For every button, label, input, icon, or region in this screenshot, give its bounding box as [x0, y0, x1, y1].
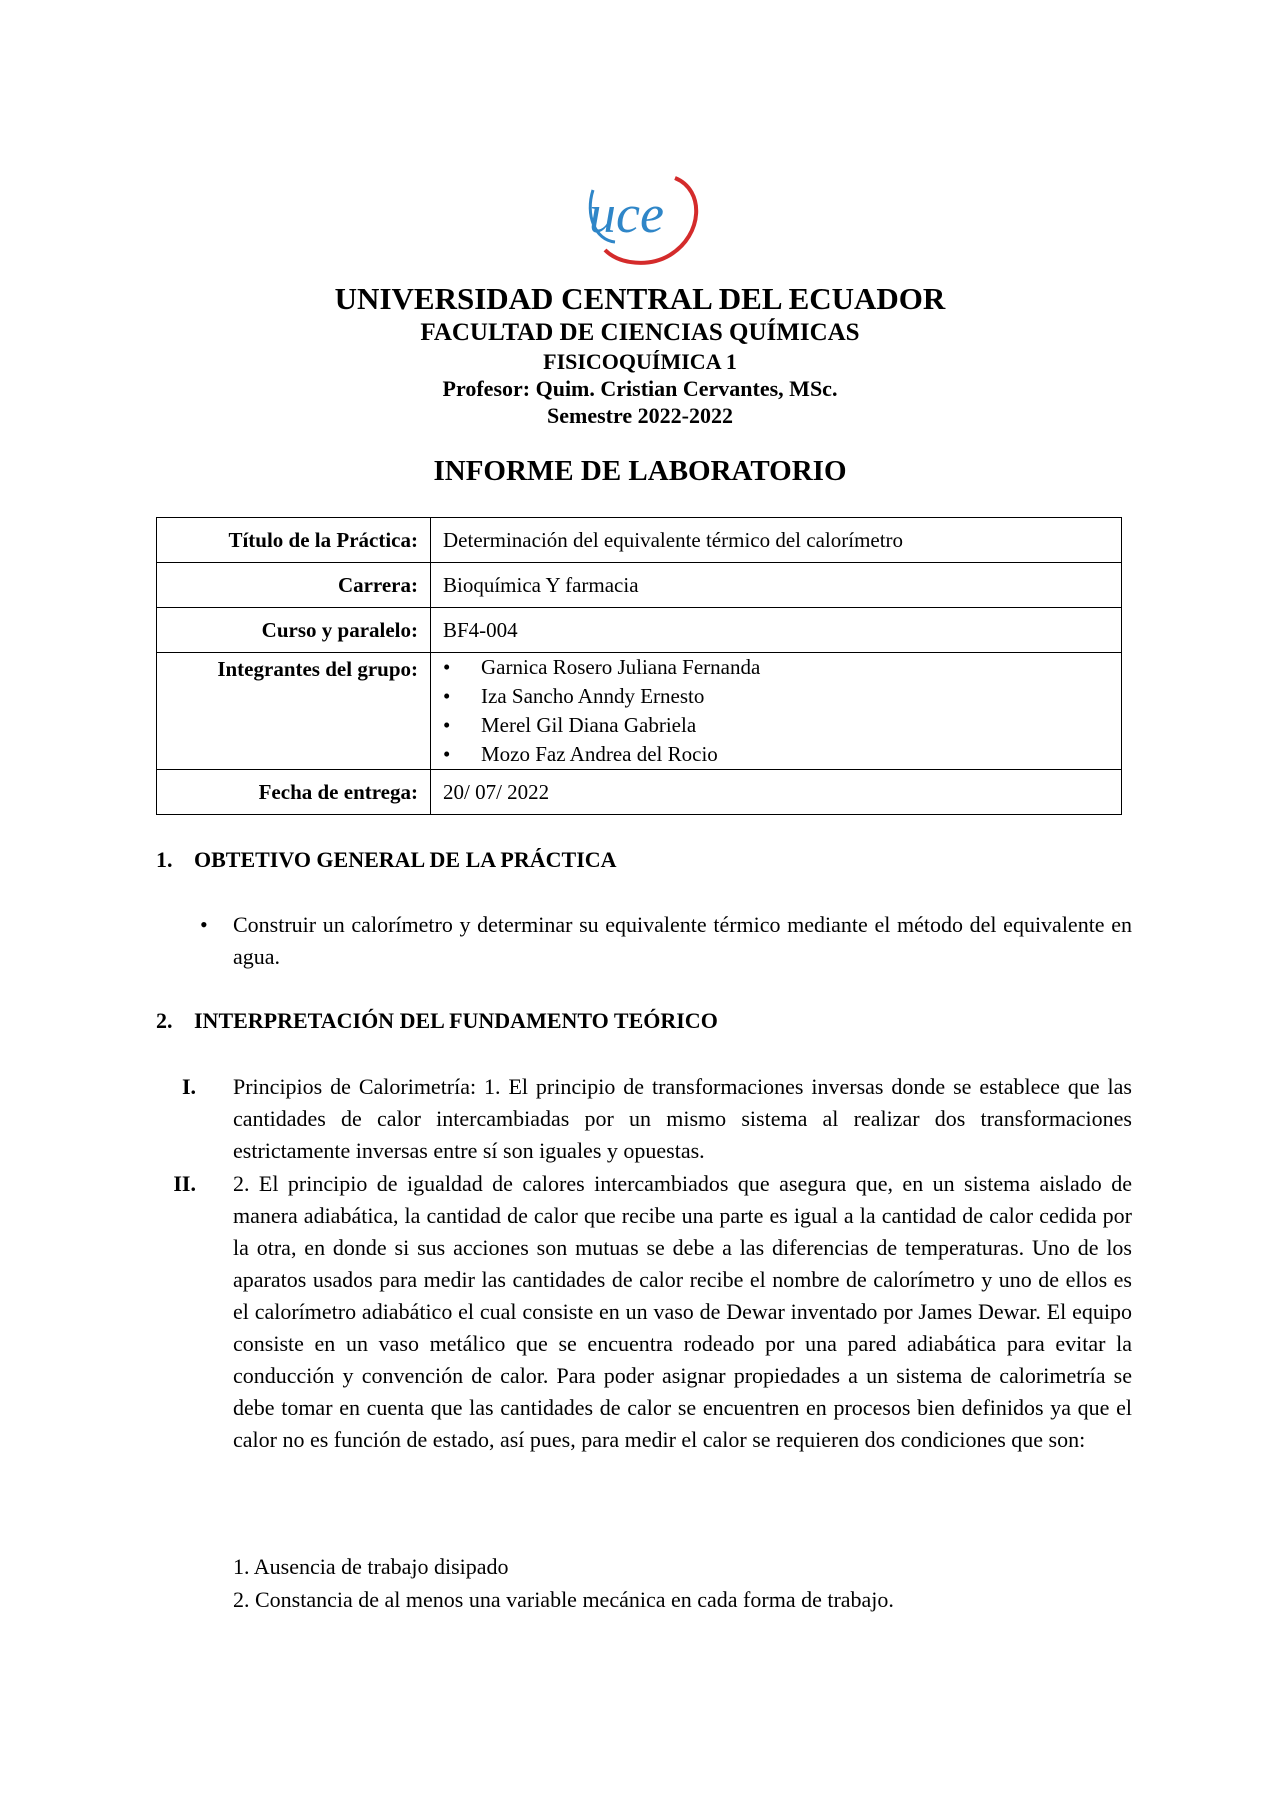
career-label: Carrera: [157, 563, 431, 608]
list-item: • Merel Gil Diana Gabriela [443, 711, 1109, 740]
list-item: 2. Constancia de al menos una variable mecánica en cada forma de trabajo. [233, 1587, 894, 1612]
career-value: Bioquímica Y farmacia [431, 563, 1122, 608]
course-label: Curso y paralelo: [157, 608, 431, 653]
section-2-heading [156, 1008, 718, 1034]
institution-header [0, 280, 1280, 429]
list-item: • Mozo Faz Andrea del Rocio [443, 740, 1109, 769]
section-number: 1. [156, 847, 173, 872]
table-row [157, 563, 1122, 608]
section-number: 2. [156, 1008, 173, 1033]
list-item: • Iza Sancho Anndy Ernesto [443, 682, 1109, 711]
theory-text: Principios de Calorimetría: 1. El principio de transformaciones inversas donde se establece que las cantidades de calor intercambiadas por un mismo sistema al realizar dos transformaciones estrictamente inversas entre sí son iguales y opuestas. [233, 1074, 1132, 1163]
table-row [157, 518, 1122, 563]
professor-name: Profesor: Quim. Cristian Cervantes, MSc. [442, 376, 838, 401]
report-title: INFORME DE LABORATORIO [433, 455, 847, 487]
objective-text: Construir un calorímetro y determinar su equivalente térmico mediante el método del equivalente en agua. [233, 912, 1132, 969]
date-label: Fecha de entrega: [157, 770, 431, 815]
roman-numeral: II. [173, 1171, 196, 1196]
table-row [157, 653, 1122, 770]
practice-title-label: Título de la Práctica: [157, 518, 431, 563]
section-title: OBTETIVO GENERAL DE LA PRÁCTICA [194, 847, 617, 872]
logo-text: uce [589, 184, 664, 244]
faculty-name: FACULTAD DE CIENCIAS QUÍMICAS [420, 319, 860, 346]
members-list [443, 653, 1109, 769]
roman-numeral: I. [181, 1074, 196, 1099]
subject-name: FISICOQUÍMICA 1 [543, 349, 737, 374]
course-value: BF4-004 [431, 608, 1122, 653]
uce-logo [575, 170, 710, 270]
practice-title-value: Determinación del equivalente térmico del calorímetro [431, 518, 1122, 563]
semester: Semestre 2022-2022 [547, 403, 733, 428]
bullet-icon: • [200, 912, 208, 937]
info-table [156, 517, 1122, 815]
theory-item-1 [156, 1071, 1132, 1167]
table-row [157, 608, 1122, 653]
theory-text: 2. El principio de igualdad de calores intercambiados que asegura que, en un sistema aislado de manera adiabática, la cantidad de calor que recibe una parte es igual a la cantidad de calor cedida por la otra, en donde si sus acciones son mutuas se debe a las diferencias de temperaturas. Uno de los aparatos usados para medir las cantidades de calor recibe el nombre de calorímetro y uno de ellos es el calorímetro adiabático el cual consiste en un vaso de Dewar inventado por James Dewar. El equipo consiste en un vaso metálico que se encuentra rodeado por una pared adiabática para evitar la conducción y convención de calor. Para poder asignar propiedades a un sistema de calorimetría se debe tomar en cuenta que las cantidades de calor se encuentren en procesos bien definidos ya que el calor no es función de estado, así pues, para medir el calor se requieren dos condiciones que son: [233, 1171, 1132, 1452]
section-1-heading [156, 847, 617, 873]
section-title: INTERPRETACIÓN DEL FUNDAMENTO TEÓRICO [194, 1008, 718, 1033]
theory-item-2 [156, 1168, 1132, 1456]
objective-bullet [200, 909, 1132, 973]
conditions-list [233, 1550, 1133, 1616]
table-row [157, 770, 1122, 815]
list-item: 1. Ausencia de trabajo disipado [233, 1554, 509, 1579]
list-item: • Garnica Rosero Juliana Fernanda [443, 653, 1109, 682]
university-name: UNIVERSIDAD CENTRAL DEL ECUADOR [334, 281, 946, 316]
date-value: 20/ 07/ 2022 [431, 770, 1122, 815]
members-cell [431, 653, 1122, 770]
members-label: Integrantes del grupo: [157, 653, 431, 770]
